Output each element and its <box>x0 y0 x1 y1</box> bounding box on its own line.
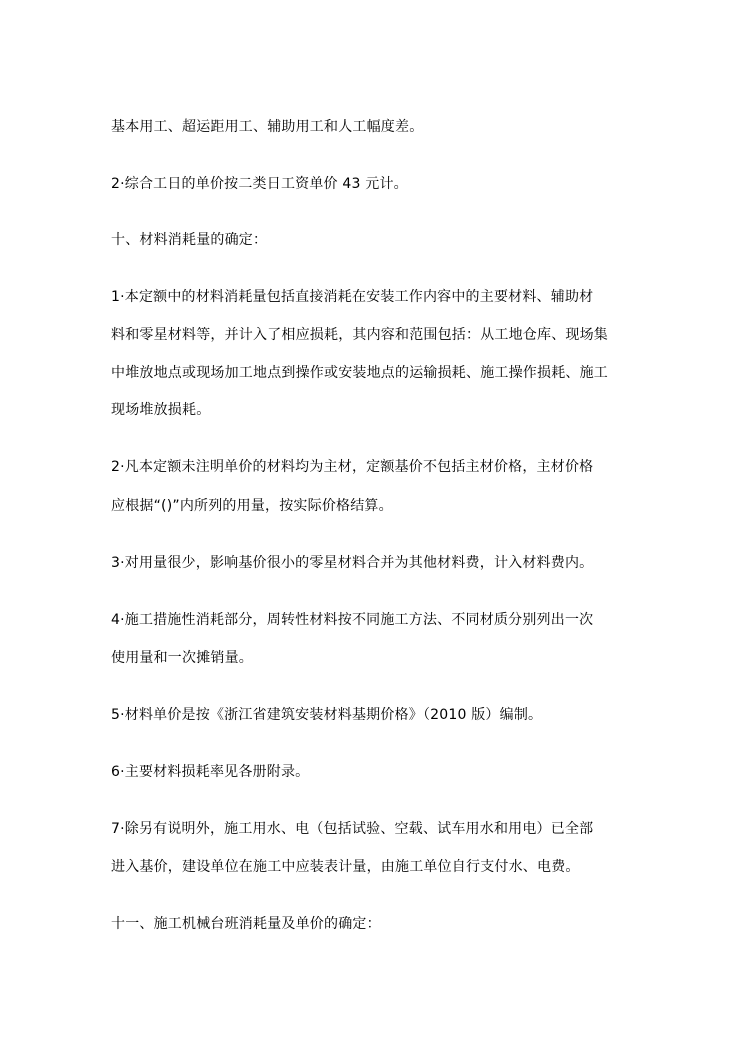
text-line: 5·材料单价是按《浙江省建筑安装材料基期价格》（2010 版）编制。 <box>111 707 543 723</box>
text-line: 4·施工措施性消耗部分，周转性材料按不同施工方法、不同材质分别列出一次 <box>111 612 594 628</box>
section-heading: 十一、施工机械台班消耗量及单价的确定： <box>111 916 381 932</box>
text-line: 2·综合工日的单价按二类日工资单价 43 元计。 <box>111 176 408 192</box>
text-line: 6·主要材料损耗率见各册附录。 <box>111 764 310 780</box>
text-line: 1·本定额中的材料消耗量包括直接消耗在安装工作内容中的主要材料、辅助材 <box>111 289 594 305</box>
text-line: 中堆放地点或现场加工地点到操作或安装地点的运输损耗、施工操作损耗、施工 <box>111 365 608 381</box>
text-line: 进入基价，建设单位在施工中应装表计量，由施工单位自行支付水、电费。 <box>111 859 580 875</box>
section-heading: 十、材料消耗量的确定： <box>111 232 268 248</box>
text-line: 应根据“()”内所列的用量，按实际价格结算。 <box>111 498 393 514</box>
text-line: 料和零星材料等，并计入了相应损耗，其内容和范围包括：从工地仓库、现场集 <box>111 327 608 343</box>
text-line: 7·除另有说明外，施工用水、电（包括试验、空载、试车用水和用电）已全部 <box>111 821 594 837</box>
text-line: 2·凡本定额未注明单价的材料均为主材，定额基价不包括主材价格，主材价格 <box>111 459 594 475</box>
text-line: 3·对用量很少，影响基价很小的零星材料合并为其他材料费，计入材料费内。 <box>111 555 594 571</box>
text-line: 现场堆放损耗。 <box>111 402 211 418</box>
text-line: 基本用工、超运距用工、辅助用工和人工幅度差。 <box>111 119 424 135</box>
text-line: 使用量和一次摊销量。 <box>111 650 253 666</box>
